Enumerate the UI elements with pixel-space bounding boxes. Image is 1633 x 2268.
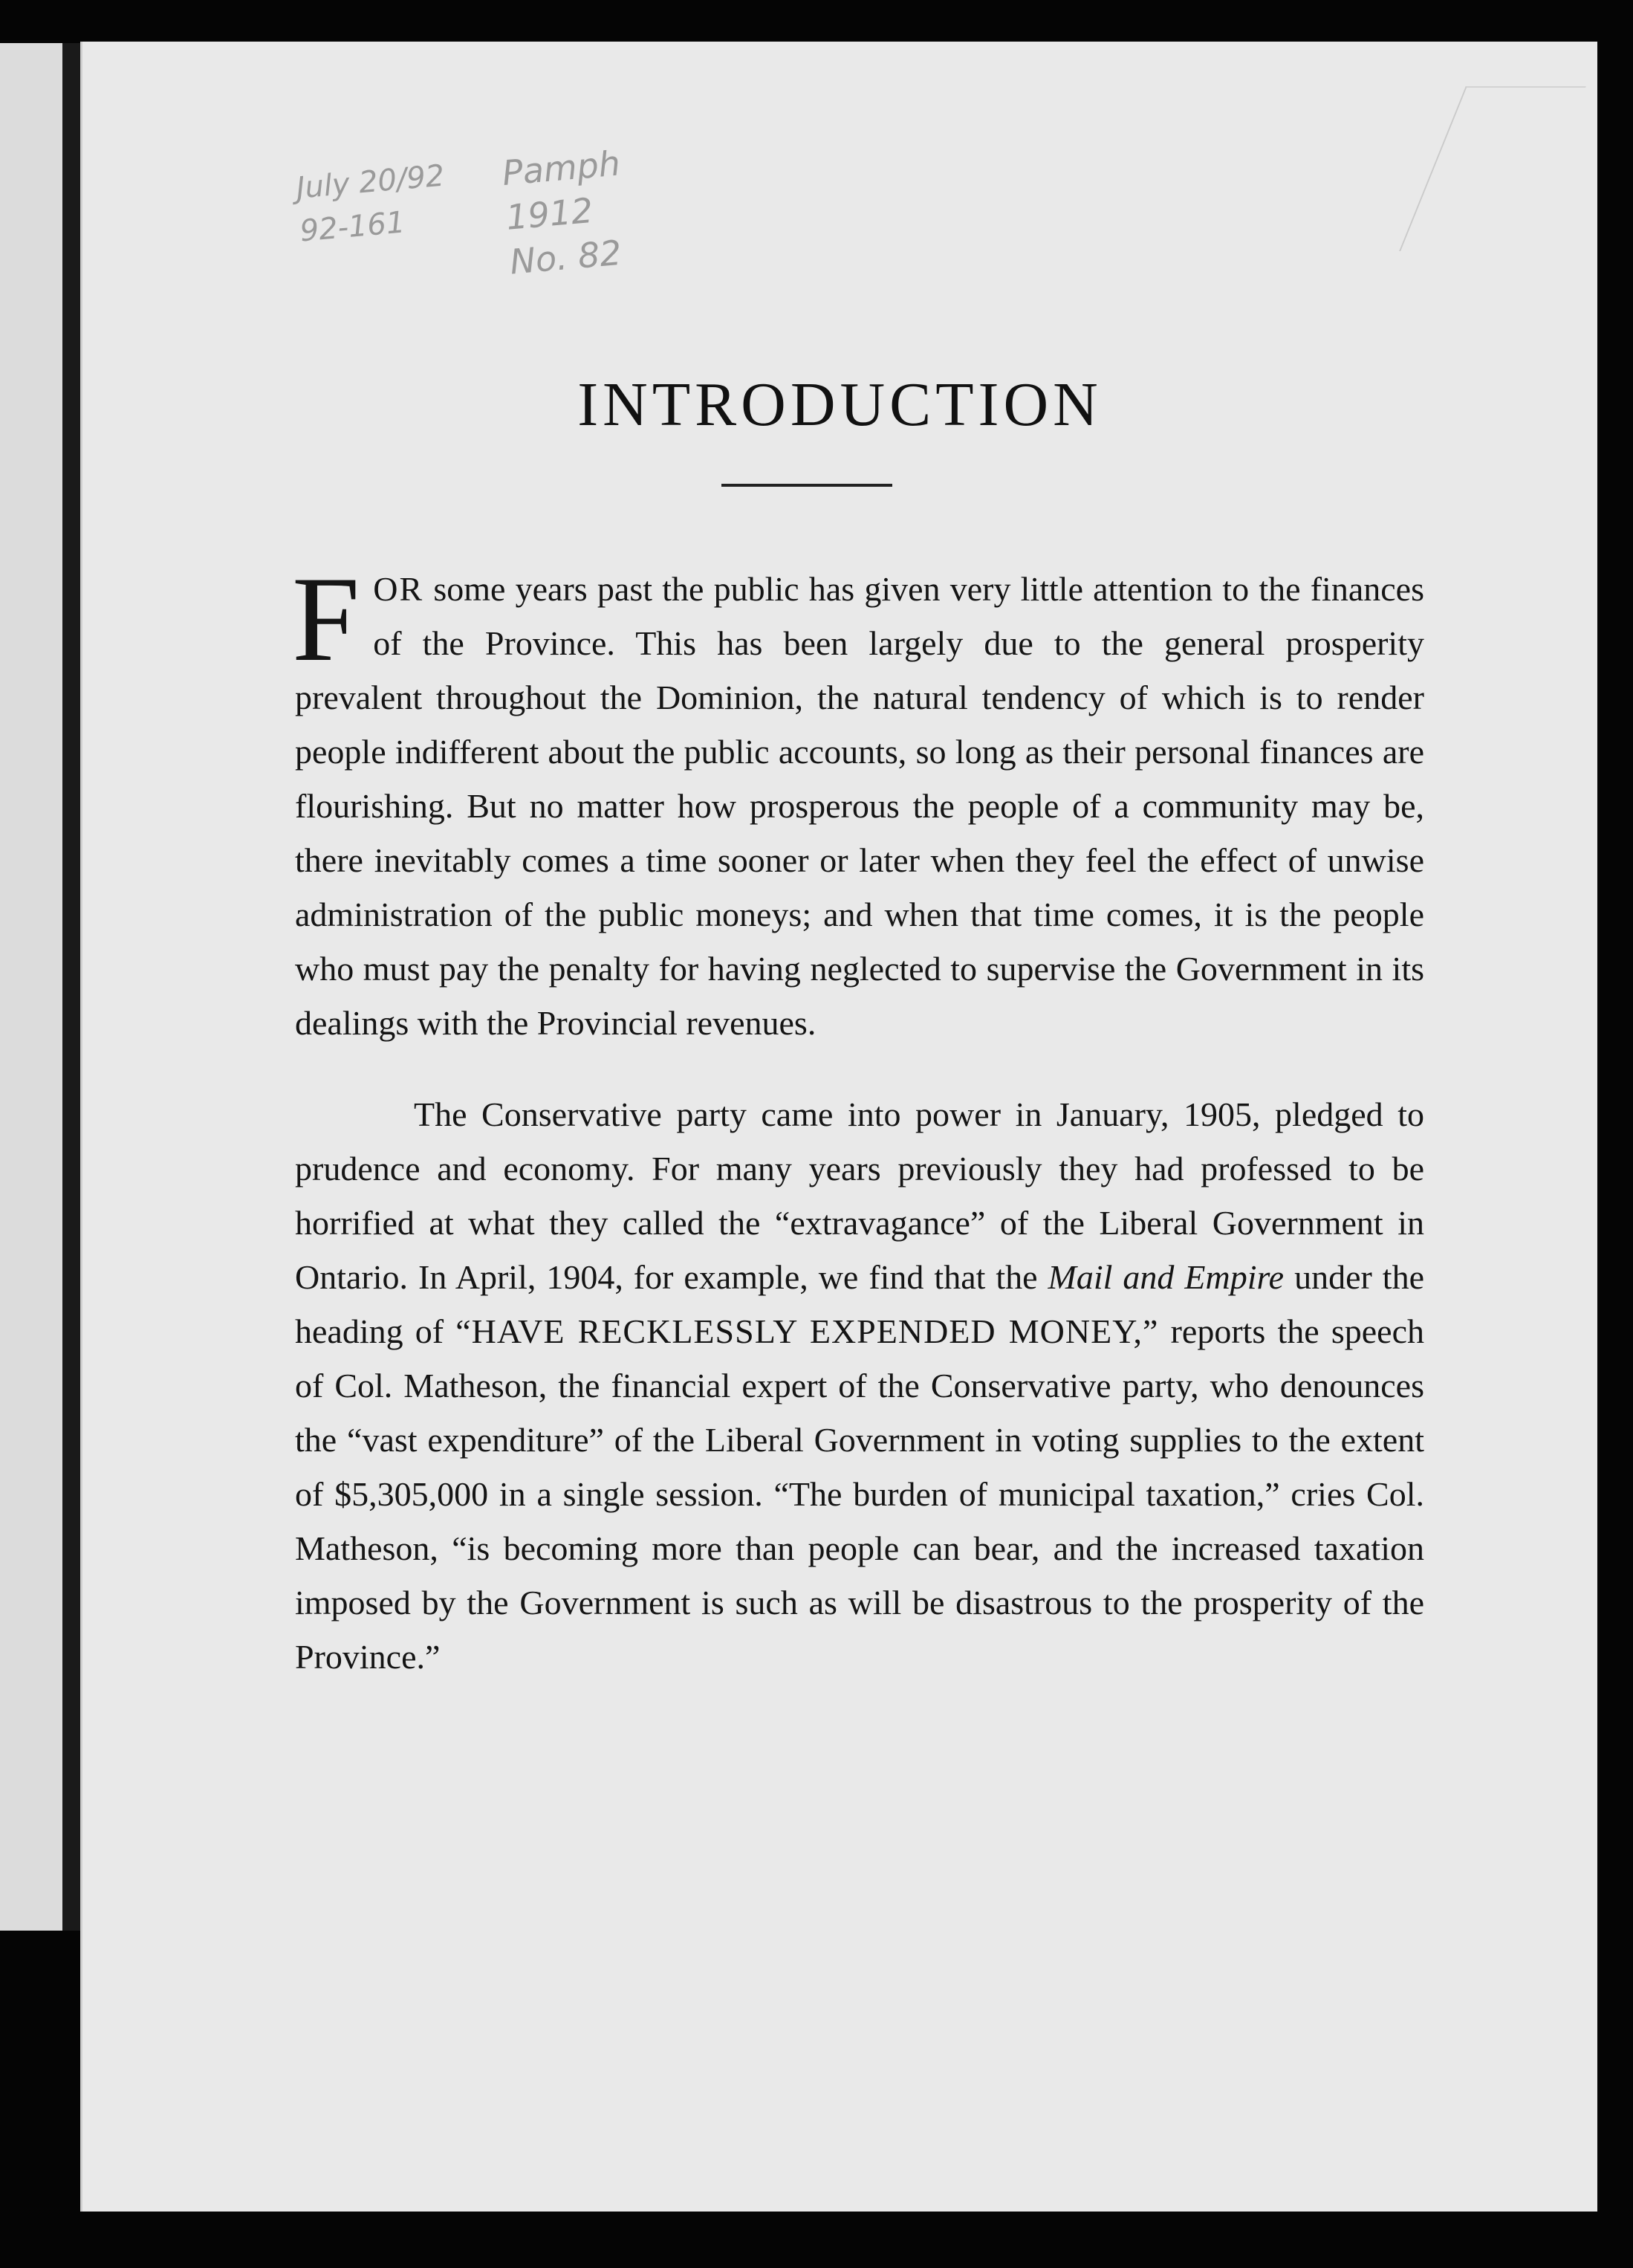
paragraph-2 (295, 1087, 1424, 1684)
page-gutter (62, 43, 80, 1931)
drop-cap: F (292, 552, 360, 687)
paragraph-1-text: some years past the public has given very little attention to the finances of the Province. This has been largely due to the general prosperity prevalent throughout the Dominion, the natural tendency of which is to render people indifferent about the public accounts, so long as their personal finances are flourishing. But no matter how prosperous the people of a community may be, there inevitably comes a time sooner or later when they feel the effect of unwise administration of the public moneys; and when that time comes, it is the people who must pay the penalty for having neglected to supervise the Government in its dealings with the Provincial revenues. (295, 570, 1424, 1042)
title-rule (721, 484, 892, 487)
paragraph-2-part-3: reports the speech of Col. Matheson, the financial expert of the Conservative party, who denounces the “vast expenditure” of the Liberal Government in voting supplies to the extent of $5,305,000 in a single session. “The burden of municipal taxation,” cries Col. Matheson, “is becoming more than people can bear, and the increased taxation imposed by the Government is such as will be disastrous to the prosperity of the Province.” (295, 1312, 1424, 1676)
handwritten-line: 1912 (504, 189, 595, 238)
handwritten-line: 92-161 (298, 205, 407, 249)
newspaper-name: Mail and Empire (1048, 1258, 1285, 1296)
page-title: INTRODUCTION (577, 370, 1103, 439)
document-page (80, 42, 1597, 2212)
page-corner-fold (1399, 86, 1586, 251)
body-text (292, 552, 1424, 1684)
paragraph-1 (292, 552, 1424, 1050)
quoted-headline: “HAVE RECKLESSLY EXPENDED MONEY,” (455, 1312, 1159, 1350)
handwritten-line: July 20/92 (294, 158, 447, 206)
paragraph-2-part-1: The Conservative party came into power in January, 1905, pledged to prudence and economy. For many years previously they had professed to be horrified at what they called the “extravagance” of the Liberal Government in Ontario. In April, 1904, for example, we find that the (295, 1095, 1424, 1296)
handwritten-note-accession (294, 155, 449, 253)
handwritten-note-catalog (500, 140, 629, 284)
facing-page-edge (0, 43, 62, 1931)
handwritten-line: Pamph (500, 143, 622, 194)
handwritten-line: No. 82 (508, 232, 623, 282)
paragraph-2-part-2: under the heading of (295, 1258, 1424, 1350)
drop-cap-word-rest: OR (373, 570, 424, 608)
